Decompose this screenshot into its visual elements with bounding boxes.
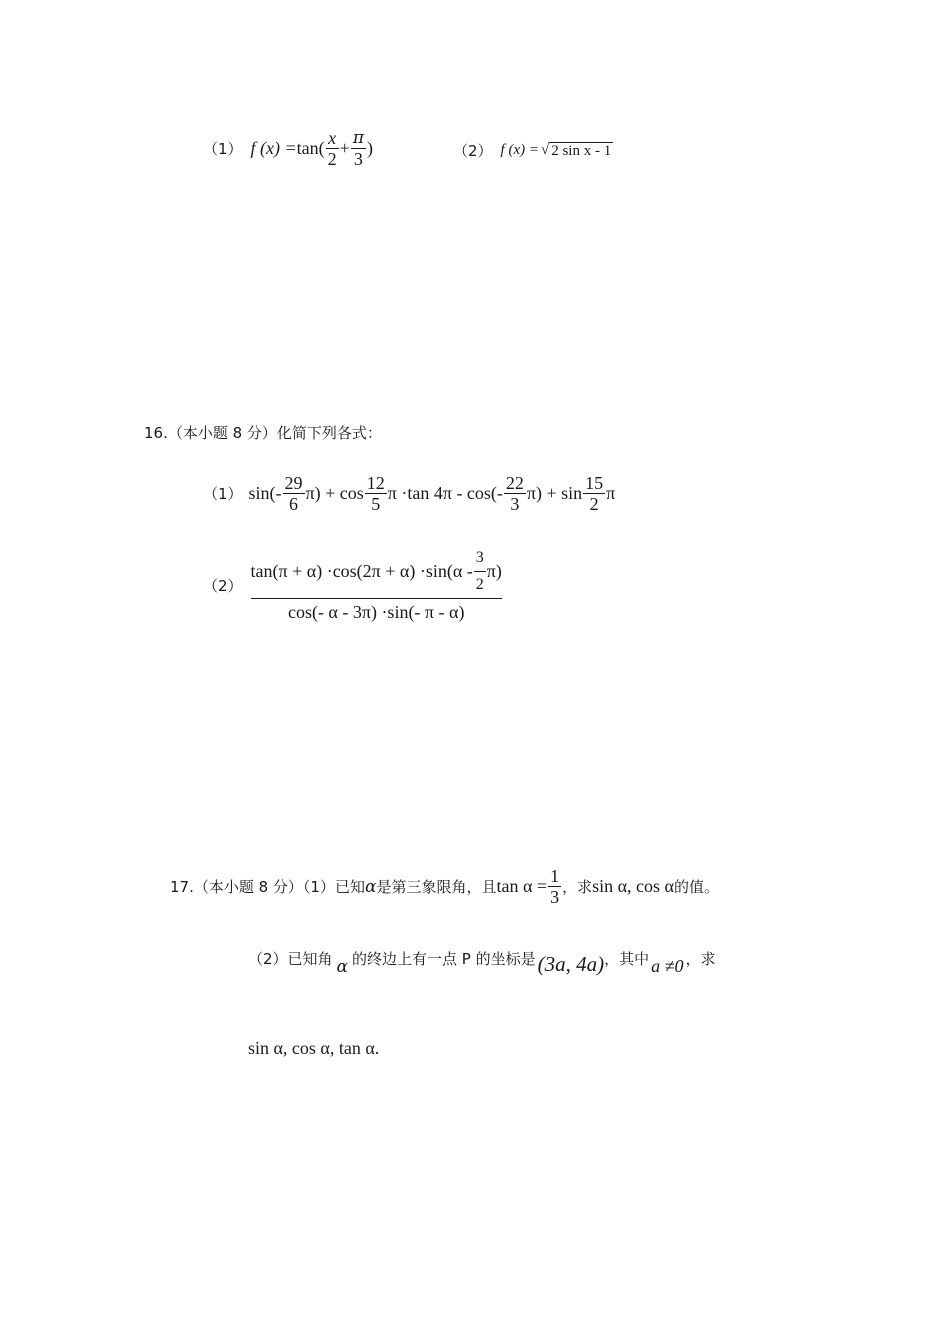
p15-item2-lhs: f (x) = [500,142,539,158]
p15-item1-frac2 [351,128,366,169]
alpha-symbol: α [336,956,349,977]
p16-item2-label: （2） [203,577,243,595]
expr-part: tan(π + α) ·cos(2π + α) ·sin(α - [250,561,473,581]
frac-den: 2 [327,149,337,169]
frac-num: 3 [475,549,484,566]
frac-den: 3 [353,149,363,169]
p15-item1-frac1 [326,128,339,169]
frac-den: 3 [510,494,520,514]
p16-heading: 16.（本小题 8 分）化简下列各式： [144,424,382,442]
p15-item1 [203,128,373,169]
tan-expr: tan α = [496,876,548,896]
plus-sign: + [339,138,350,158]
text-part: 的值。 [673,878,719,896]
frac-num: 12 [366,473,385,493]
radical-sign-icon: √ [540,142,550,158]
frac-num: 22 [505,473,524,493]
p16-item1 [203,473,615,514]
frac-num: 1 [550,866,560,886]
text-part: ，求 [685,950,716,968]
text-part: 是第三象限角，且 [376,878,497,896]
expr-part: π) [486,561,502,581]
expr-part: π ·tan 4π - cos(- [387,483,503,503]
expr-part: π) + cos [305,483,364,503]
fraction [365,473,387,514]
numerator [251,548,502,595]
frac-num: 15 [585,473,604,493]
fraction [283,473,305,514]
p15-item2 [453,140,613,161]
p17-final: sin α, cos α, tan α. [248,1038,380,1058]
expr-part: π) + sin [526,483,583,503]
p15-item1-fn: tan( [296,138,325,158]
p17-heading-prefix: 17.（本小题 8 分）（1）已知 [170,878,365,896]
frac-den: 3 [550,887,560,907]
p16-item1-label: （1） [203,485,243,503]
frac-den: 6 [289,494,299,514]
fraction [474,548,486,595]
text-part: 的终边上有一点 P 的坐标是 [352,950,536,968]
frac-den: 2 [475,576,484,593]
fraction [548,866,561,907]
sincos-expr: sin α, cos α [592,876,674,896]
expr-part: sin(- [248,483,282,503]
fraction [504,473,526,514]
p15-item2-label: （2） [453,142,493,160]
frac-den: 2 [589,494,599,514]
condition-expr: a ≠0 [651,956,684,976]
denominator: cos(- α - 3π) ·sin(- π - α) [287,602,465,622]
frac-num: π [352,128,364,148]
p17-part2 [248,946,716,977]
text-part: （2）已知角 [248,950,333,968]
p15-item1-lhs: f (x) = [250,138,297,158]
frac-den: 5 [371,494,381,514]
expr-part: π [606,483,616,503]
point-coords: (3a, 4a) [537,952,605,976]
close-paren: ) [367,138,373,158]
text-part: ，求 [562,878,593,896]
p17-part1 [170,866,719,907]
p15-item1-label: （1） [203,140,243,158]
alpha-symbol: α [364,876,377,897]
big-fraction [251,548,502,623]
p16-item2 [203,548,502,623]
p15-item2-radicand: 2 sin x - 1 [551,142,612,159]
frac-num: 29 [284,473,303,493]
frac-num: x [328,128,337,148]
fraction [583,473,605,514]
text-part: ，其中 [604,950,650,968]
